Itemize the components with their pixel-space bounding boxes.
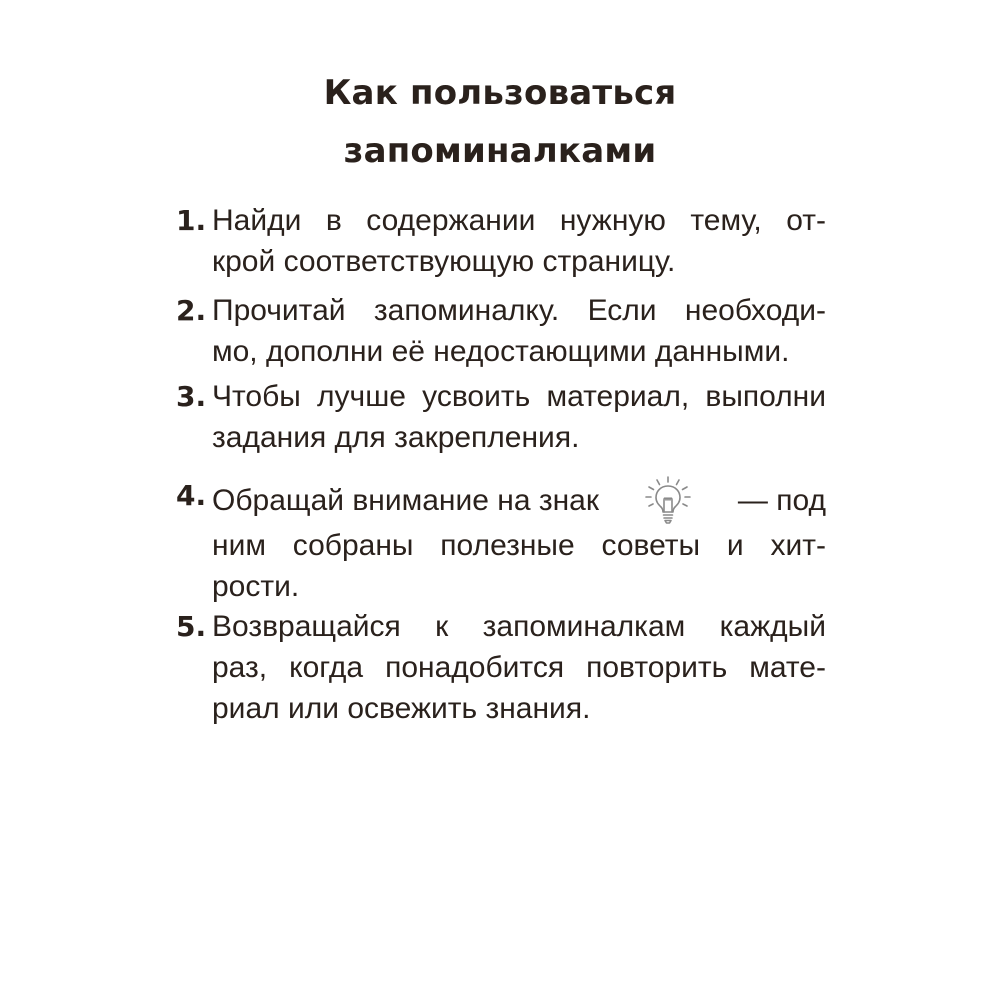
step-text <box>212 290 826 372</box>
list-item-step-5 <box>176 606 826 729</box>
step-line: рости. <box>212 570 300 603</box>
step-line: риал или освежить знания. <box>212 692 591 725</box>
step-line: Найди в содержании нужную тему, от- <box>212 204 826 237</box>
step-line: Прочитай запоминалку. Если необходи- <box>212 294 826 327</box>
step-line: раз, когда понадобится повторить мате- <box>212 651 826 684</box>
step-number: 1. <box>176 204 207 237</box>
step-number: 4. <box>176 479 207 512</box>
step-text <box>212 475 826 607</box>
page-title <box>0 64 1000 180</box>
lightbulb-icon <box>639 475 697 525</box>
step-line: Чтобы лучше усвоить материал, выполни <box>212 380 826 413</box>
step-text <box>212 376 826 458</box>
step-text <box>212 200 826 282</box>
step-number: 2. <box>176 294 207 327</box>
step-line-text-after-icon: — под <box>737 483 826 517</box>
step-number: 5. <box>176 610 207 643</box>
list-item-step-4 <box>176 475 826 607</box>
list-item-step-3 <box>176 376 826 458</box>
step-line-text-before-icon: Обращай внимание на знак <box>212 483 599 517</box>
step-line: мо, дополни её недостающими данными. <box>212 335 790 368</box>
step-text <box>212 606 826 729</box>
step-number: 3. <box>176 380 207 413</box>
page-title-line-1: Как пользоваться <box>323 73 677 113</box>
list-item-step-2 <box>176 290 826 372</box>
step-line: Возвращайся к запоминалкам каждый <box>212 610 826 643</box>
step-line <box>212 475 826 525</box>
step-line: крой соответствующую страницу. <box>212 245 676 278</box>
step-line: ним собраны полезные советы и хит- <box>212 529 826 562</box>
page-title-line-2: запоминалками <box>343 131 657 171</box>
step-line: задания для закрепления. <box>212 421 580 454</box>
list-item-step-1 <box>176 200 826 282</box>
